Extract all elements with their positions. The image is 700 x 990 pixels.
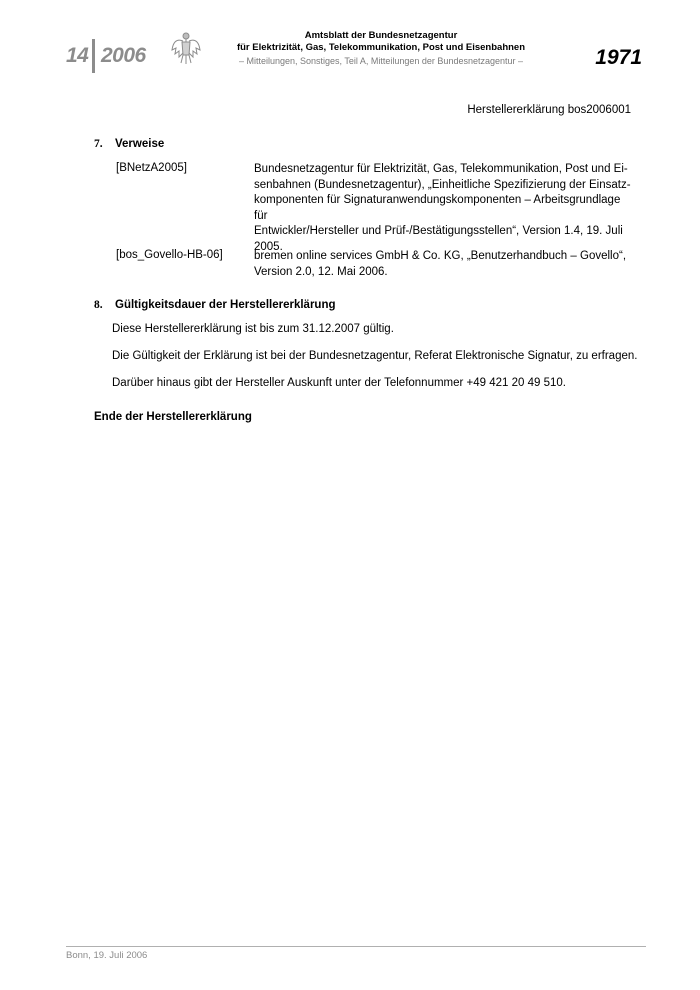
reference-line: komponenten für Signaturanwendungskomponenten – Arbeitsgrundlage für [254,194,621,222]
footer-divider [66,946,646,947]
document-id: Herstellererklärung bos2006001 [467,104,631,116]
reference-text [254,249,634,280]
paragraph: Die Gültigkeit der Erklärung ist bei der Bundesnetzagentur, Referat Elektronische Signatur, zu erfragen. [112,350,638,362]
end-note: Ende der Herstellererklärung [94,411,252,423]
gazette-authority: für Elektrizität, Gas, Telekommunikation, Post und Eisenbahnen [236,42,526,53]
issue-divider [92,39,95,73]
gazette-subtitle: – Mitteilungen, Sonstiges, Teil A, Mitteilungen der Bundesnetzagentur – [238,56,523,66]
reference-line: senbahnen (Bundesnetzagentur), „Einheitliche Spezifizierung der Einsatz- [254,178,631,191]
reference-line: Bundesnetzagentur für Elektrizität, Gas, Telekommunikation, Post und Ei- [254,163,628,175]
issue-year: 2006 [101,44,146,67]
federal-eagle-icon [170,30,202,66]
paragraph: Darüber hinaus gibt der Hersteller Auskunft unter der Telefonnummer +49 421 20 49 510. [112,377,566,389]
reference-line: Version 2.0, 12. Mai 2006. [254,265,388,278]
reference-key: [bos_Govello-HB-06] [116,249,223,261]
page-number: 1971 [595,46,642,69]
section-number: 7. [94,138,103,150]
reference-key: [BNetzA2005] [116,162,187,174]
footer-place-date: Bonn, 19. Juli 2006 [66,950,148,961]
reference-line: Entwickler/Hersteller und Prüf-/Bestätigungsstellen“, Version 1.4, 19. Juli [254,225,623,237]
section-title: Verweise [115,138,165,150]
reference-line: bremen online services GmbH & Co. KG, „Benutzerhandbuch – Govello“, [254,250,627,262]
section-title: Gültigkeitsdauer der Herstellererklärung [115,299,336,311]
paragraph: Diese Herstellererklärung ist bis zum 31.12.2007 gültig. [112,323,394,335]
reference-line: 2005. [254,240,283,253]
gazette-title: Amtsblatt der Bundesnetzagentur [304,30,458,41]
section-8-heading [94,299,336,311]
section-number: 8. [94,299,103,311]
issue-number: 14 [66,44,89,67]
reference-text [254,162,634,255]
section-7-heading [94,138,164,150]
